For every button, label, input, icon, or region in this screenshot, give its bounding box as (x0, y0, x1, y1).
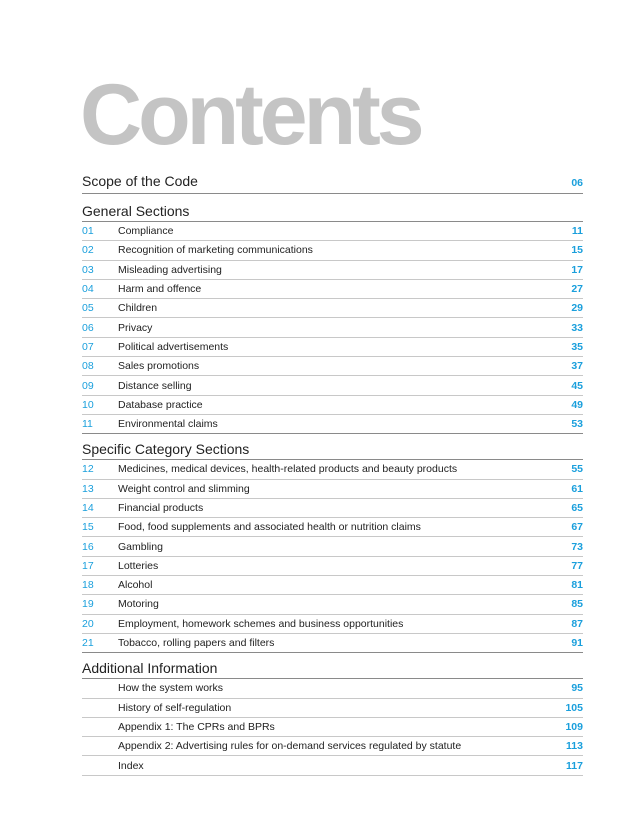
toc-item-page: 45 (571, 379, 583, 392)
toc-item-number: 06 (82, 321, 94, 334)
additional-info-list (82, 679, 583, 775)
toc-item-label: Motoring (118, 598, 159, 611)
toc-item-label: Tobacco, rolling papers and filters (118, 637, 275, 650)
toc-item-number: 16 (82, 540, 94, 553)
toc-item-label: Privacy (118, 321, 153, 334)
toc-item-label: Employment, homework schemes and business opportunities (118, 617, 404, 630)
toc-item-number: 09 (82, 379, 94, 392)
toc-item-number: 18 (82, 579, 94, 592)
toc-row[interactable] (82, 615, 583, 634)
toc-item-label: Harm and offence (118, 283, 202, 296)
toc-item-number: 08 (82, 360, 94, 373)
toc-item-page: 53 (571, 418, 583, 431)
toc-row[interactable] (82, 699, 583, 718)
toc-row[interactable] (82, 338, 583, 357)
toc-row[interactable] (82, 518, 583, 537)
toc-row[interactable] (82, 415, 583, 434)
toc-row[interactable] (82, 241, 583, 260)
toc-item-page: 17 (571, 263, 583, 276)
toc-item-label: How the system works (118, 682, 224, 695)
toc-item-label: Food, food supplements and associated health or nutrition claims (118, 521, 421, 534)
toc-item-page: 65 (571, 502, 583, 514)
toc-item-page: 33 (571, 321, 583, 334)
toc-item-page: 15 (571, 244, 583, 257)
toc-row[interactable] (82, 396, 583, 415)
toc-item-label: Appendix 2: Advertising rules for on-demand services regulated by statute (118, 740, 462, 753)
toc-row[interactable] (82, 460, 583, 479)
toc-row[interactable] (82, 480, 583, 499)
table-of-contents (82, 173, 583, 776)
toc-item-page: 109 (565, 720, 583, 733)
toc-item-number: 05 (82, 302, 94, 315)
toc-item-page: 87 (571, 617, 583, 630)
toc-row[interactable] (82, 261, 583, 280)
general-sections-heading: General Sections (82, 202, 583, 222)
toc-row[interactable] (82, 222, 583, 241)
toc-item-page: 49 (571, 398, 583, 411)
toc-item-number: 17 (82, 559, 94, 572)
toc-row[interactable] (82, 595, 583, 614)
toc-item-label: Sales promotions (118, 360, 200, 373)
specific-sections-list (82, 460, 583, 653)
toc-item-number: 13 (82, 482, 94, 495)
toc-item-page: 61 (571, 482, 583, 495)
toc-item-label: Environmental claims (118, 418, 218, 431)
toc-item-page: 27 (571, 283, 583, 296)
general-sections-list (82, 222, 583, 434)
toc-item-page: 105 (565, 701, 583, 714)
toc-item-label: Appendix 1: The CPRs and BPRs (118, 720, 275, 733)
toc-item-label: Database practice (118, 398, 203, 411)
toc-item-number: 01 (82, 225, 94, 238)
toc-row[interactable] (82, 718, 583, 737)
toc-item-page: 77 (571, 559, 583, 572)
toc-item-page: 35 (571, 340, 583, 353)
toc-scope-row[interactable] (82, 173, 583, 194)
toc-item-label: Compliance (118, 225, 174, 238)
toc-row[interactable] (82, 537, 583, 556)
toc-item-page: 11 (571, 225, 583, 238)
toc-item-number: 04 (82, 283, 94, 296)
toc-item-label: Distance selling (118, 379, 192, 392)
toc-item-page: 95 (571, 682, 583, 695)
toc-scope-label: Scope of the Code (82, 173, 198, 189)
toc-item-page: 37 (571, 360, 583, 373)
toc-item-label: Lotteries (118, 559, 159, 572)
toc-item-page: 29 (571, 302, 583, 315)
toc-row[interactable] (82, 299, 583, 318)
toc-item-number: 07 (82, 340, 94, 353)
toc-item-label: Political advertisements (118, 340, 229, 353)
toc-item-page: 73 (571, 540, 583, 553)
toc-item-number: 02 (82, 244, 94, 257)
toc-row[interactable] (82, 499, 583, 518)
toc-item-label: Gambling (118, 540, 163, 553)
toc-row[interactable] (82, 679, 583, 698)
toc-item-page: 117 (566, 759, 583, 772)
toc-row[interactable] (82, 318, 583, 337)
toc-item-number: 12 (82, 463, 94, 476)
toc-item-page: 91 (571, 637, 583, 650)
toc-item-number: 21 (82, 637, 94, 650)
toc-item-label: Index (118, 759, 144, 772)
toc-item-number: 11 (82, 418, 93, 431)
toc-item-number: 10 (82, 398, 94, 411)
toc-item-page: 55 (571, 463, 583, 476)
toc-row[interactable] (82, 357, 583, 376)
toc-scope-page: 06 (571, 177, 583, 189)
toc-item-label: Recognition of marketing communications (118, 244, 313, 257)
specific-sections-heading: Specific Category Sections (82, 440, 583, 460)
toc-row[interactable] (82, 576, 583, 595)
toc-item-label: Alcohol (118, 579, 153, 592)
toc-item-number: 20 (82, 617, 94, 630)
toc-row[interactable] (82, 280, 583, 299)
additional-info-heading: Additional Information (82, 659, 583, 679)
toc-row[interactable] (82, 737, 583, 756)
toc-row[interactable] (82, 376, 583, 395)
toc-row[interactable] (82, 756, 583, 775)
toc-item-label: Children (118, 302, 158, 315)
toc-item-label: History of self-regulation (118, 701, 232, 714)
toc-item-page: 81 (571, 579, 583, 592)
toc-item-page: 113 (566, 740, 583, 753)
toc-item-label: Weight control and slimming (118, 482, 250, 495)
toc-item-label: Misleading advertising (118, 263, 222, 276)
toc-item-number: 14 (82, 502, 94, 514)
toc-item-number: 19 (82, 598, 94, 611)
toc-item-label: Medicines, medical devices, health-related products and beauty products (118, 463, 458, 476)
page-title: Contents (80, 67, 421, 163)
toc-item-number: 15 (82, 521, 94, 534)
toc-item-page: 85 (571, 598, 583, 611)
toc-row[interactable] (82, 557, 583, 576)
toc-item-page: 67 (571, 521, 583, 534)
toc-item-number: 03 (82, 263, 94, 276)
toc-item-label: Financial products (118, 502, 204, 514)
toc-row[interactable] (82, 634, 583, 653)
